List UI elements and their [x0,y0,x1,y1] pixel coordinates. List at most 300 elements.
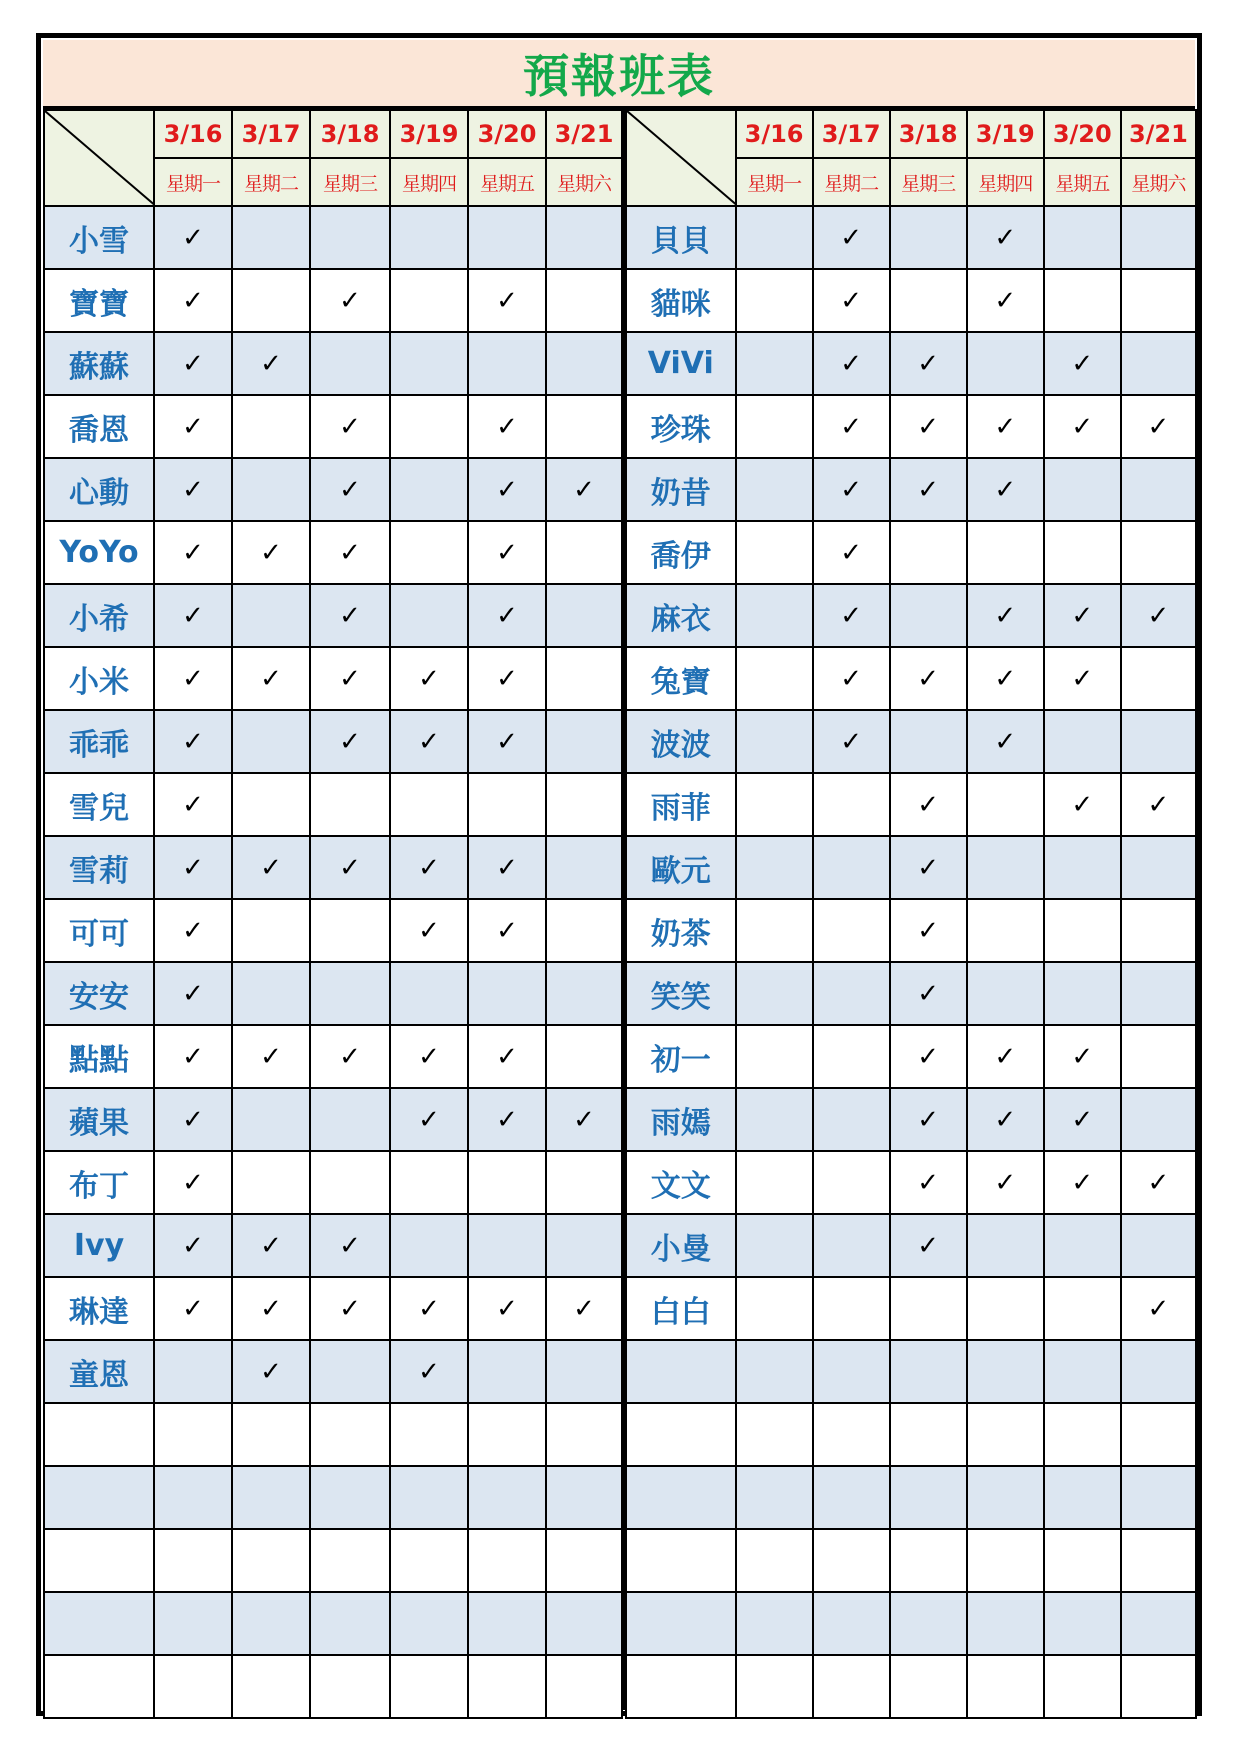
table-row [44,1277,622,1340]
empty-day-cell [1121,1403,1196,1466]
empty-day-cell [1121,647,1196,710]
check-mark-cell: ✓ [468,584,546,647]
check-mark-cell: ✓ [232,836,310,899]
empty-day-cell [546,1214,622,1277]
table-row [626,1025,1196,1088]
weekday-header: 星期四 [390,158,468,206]
empty-day-cell [390,1466,468,1529]
empty-day-cell [967,899,1044,962]
empty-day-cell [1121,1529,1196,1592]
table-row [44,710,622,773]
check-mark-cell: ✓ [310,1025,390,1088]
staff-name-cell [626,1403,736,1466]
check-mark-cell: ✓ [1044,1025,1121,1088]
empty-day-cell [232,206,310,269]
empty-day-cell [1044,899,1121,962]
empty-day-cell [967,962,1044,1025]
empty-day-cell [1121,962,1196,1025]
date-header: 3/18 [310,110,390,158]
check-mark-cell: ✓ [232,1277,310,1340]
date-header: 3/21 [546,110,622,158]
staff-name-cell: 小曼 [626,1214,736,1277]
table-row [44,1151,622,1214]
check-mark-cell: ✓ [890,962,967,1025]
table-row [626,521,1196,584]
empty-day-cell [232,962,310,1025]
empty-day-cell [310,1088,390,1151]
empty-day-cell [1121,521,1196,584]
empty-day-cell [1044,269,1121,332]
empty-day-cell [468,1403,546,1466]
table-row [44,1655,622,1718]
empty-day-cell [736,962,813,1025]
table-row [44,206,622,269]
table-row [626,206,1196,269]
check-mark-cell: ✓ [967,647,1044,710]
check-mark-cell: ✓ [154,836,232,899]
staff-name-cell: 蘇蘇 [44,332,154,395]
check-mark-cell: ✓ [468,710,546,773]
schedule-sheet [36,33,1202,1716]
check-mark-cell: ✓ [813,332,890,395]
diagonal-line-icon [627,111,736,206]
empty-day-cell [736,458,813,521]
staff-name-cell [626,1592,736,1655]
empty-day-cell [1121,1655,1196,1718]
empty-day-cell [1044,1466,1121,1529]
check-mark-cell: ✓ [154,206,232,269]
check-mark-cell: ✓ [890,836,967,899]
page-title: 預報班表 [43,40,1195,109]
empty-day-cell [890,1340,967,1403]
empty-day-cell [232,1466,310,1529]
empty-day-cell [468,773,546,836]
empty-day-cell [736,1466,813,1529]
empty-day-cell [468,1151,546,1214]
empty-day-cell [890,584,967,647]
empty-day-cell [1044,836,1121,899]
empty-day-cell [736,1655,813,1718]
empty-day-cell [1044,206,1121,269]
check-mark-cell: ✓ [967,1025,1044,1088]
check-mark-cell: ✓ [154,584,232,647]
empty-day-cell [546,395,622,458]
staff-name-cell: 兔寶 [626,647,736,710]
check-mark-cell: ✓ [1121,584,1196,647]
staff-name-cell: Ivy [44,1214,154,1277]
check-mark-cell: ✓ [232,1025,310,1088]
table-row [44,1340,622,1403]
empty-day-cell [736,269,813,332]
empty-day-cell [967,521,1044,584]
empty-day-cell [1121,1025,1196,1088]
empty-day-cell [890,1277,967,1340]
empty-day-cell [390,269,468,332]
corner-header-cell [626,110,736,206]
check-mark-cell: ✓ [390,1025,468,1088]
empty-day-cell [1044,710,1121,773]
empty-day-cell [468,1529,546,1592]
empty-day-cell [1121,332,1196,395]
empty-day-cell [890,1529,967,1592]
header-date-row [626,110,1196,158]
empty-day-cell [232,1151,310,1214]
table-row [44,899,622,962]
empty-day-cell [813,899,890,962]
check-mark-cell: ✓ [890,1025,967,1088]
empty-day-cell [813,1025,890,1088]
check-mark-cell: ✓ [310,395,390,458]
check-mark-cell: ✓ [1121,1151,1196,1214]
staff-name-cell: 點點 [44,1025,154,1088]
staff-name-cell: 心動 [44,458,154,521]
table-row [626,1214,1196,1277]
weekday-header: 星期三 [310,158,390,206]
check-mark-cell: ✓ [546,1088,622,1151]
weekday-header: 星期六 [546,158,622,206]
empty-day-cell [468,1214,546,1277]
check-mark-cell: ✓ [154,1214,232,1277]
weekday-header: 星期一 [736,158,813,206]
check-mark-cell: ✓ [390,1340,468,1403]
table-row [44,836,622,899]
check-mark-cell: ✓ [468,899,546,962]
table-row [44,1088,622,1151]
empty-day-cell [1121,1088,1196,1151]
empty-day-cell [736,1529,813,1592]
table-row [626,395,1196,458]
empty-day-cell [468,1466,546,1529]
table-row [626,773,1196,836]
empty-day-cell [390,1592,468,1655]
empty-day-cell [736,1151,813,1214]
table-row [626,584,1196,647]
schedule-table-left [43,109,623,1719]
check-mark-cell: ✓ [813,710,890,773]
weekday-header: 星期三 [890,158,967,206]
check-mark-cell: ✓ [890,1214,967,1277]
empty-day-cell [813,1088,890,1151]
empty-day-cell [813,1214,890,1277]
empty-day-cell [310,962,390,1025]
empty-day-cell [1121,710,1196,773]
weekday-header: 星期四 [967,158,1044,206]
check-mark-cell: ✓ [154,332,232,395]
table-row [626,1088,1196,1151]
weekday-header: 星期二 [232,158,310,206]
empty-day-cell [1044,962,1121,1025]
empty-day-cell [813,773,890,836]
staff-name-cell [626,1466,736,1529]
date-header: 3/20 [468,110,546,158]
date-header: 3/20 [1044,110,1121,158]
weekday-header: 星期一 [154,158,232,206]
check-mark-cell: ✓ [390,836,468,899]
staff-name-cell: 乖乖 [44,710,154,773]
empty-day-cell [546,1151,622,1214]
staff-name-cell: 貝貝 [626,206,736,269]
staff-name-cell [626,1655,736,1718]
table-row [626,1655,1196,1718]
staff-name-cell: 布丁 [44,1151,154,1214]
check-mark-cell: ✓ [1044,332,1121,395]
empty-day-cell [1044,1529,1121,1592]
check-mark-cell: ✓ [154,773,232,836]
empty-day-cell [1044,1277,1121,1340]
empty-day-cell [232,1529,310,1592]
empty-day-cell [736,1592,813,1655]
empty-day-cell [310,332,390,395]
empty-day-cell [1044,521,1121,584]
check-mark-cell: ✓ [390,899,468,962]
empty-day-cell [1044,1655,1121,1718]
staff-name-cell: 雪兒 [44,773,154,836]
check-mark-cell: ✓ [468,395,546,458]
staff-name-cell: ViVi [626,332,736,395]
table-row [626,1151,1196,1214]
empty-day-cell [232,773,310,836]
check-mark-cell: ✓ [232,1340,310,1403]
check-mark-cell: ✓ [967,1088,1044,1151]
staff-name-cell: 雨嫣 [626,1088,736,1151]
staff-name-cell [44,1592,154,1655]
date-header: 3/16 [154,110,232,158]
corner-header-cell [44,110,154,206]
empty-day-cell [546,1655,622,1718]
table-row [626,836,1196,899]
date-header: 3/19 [967,110,1044,158]
empty-day-cell [890,521,967,584]
check-mark-cell: ✓ [310,1277,390,1340]
check-mark-cell: ✓ [468,1025,546,1088]
check-mark-cell: ✓ [154,647,232,710]
empty-day-cell [390,584,468,647]
empty-day-cell [890,1466,967,1529]
empty-day-cell [468,206,546,269]
staff-name-cell: 奶茶 [626,899,736,962]
table-row [44,332,622,395]
empty-day-cell [736,1403,813,1466]
empty-day-cell [967,1340,1044,1403]
empty-day-cell [546,836,622,899]
staff-name-cell: 文文 [626,1151,736,1214]
check-mark-cell: ✓ [890,773,967,836]
check-mark-cell: ✓ [890,332,967,395]
weekday-header: 星期五 [1044,158,1121,206]
staff-name-cell: 雪莉 [44,836,154,899]
check-mark-cell: ✓ [310,710,390,773]
table-row [626,647,1196,710]
check-mark-cell: ✓ [154,458,232,521]
empty-day-cell [154,1655,232,1718]
empty-day-cell [736,584,813,647]
check-mark-cell: ✓ [967,395,1044,458]
table-row [44,395,622,458]
empty-day-cell [390,521,468,584]
empty-day-cell [546,962,622,1025]
empty-day-cell [546,899,622,962]
check-mark-cell: ✓ [390,1277,468,1340]
table-row [626,962,1196,1025]
staff-name-cell: 奶昔 [626,458,736,521]
check-mark-cell: ✓ [154,1151,232,1214]
check-mark-cell: ✓ [1044,395,1121,458]
empty-day-cell [390,1529,468,1592]
empty-day-cell [1044,1403,1121,1466]
table-row [44,1214,622,1277]
empty-day-cell [890,269,967,332]
empty-day-cell [1121,1214,1196,1277]
check-mark-cell: ✓ [546,1277,622,1340]
staff-name-cell: 麻衣 [626,584,736,647]
check-mark-cell: ✓ [390,647,468,710]
check-mark-cell: ✓ [813,584,890,647]
table-row [626,1277,1196,1340]
staff-name-cell: 笑笑 [626,962,736,1025]
empty-day-cell [390,458,468,521]
check-mark-cell: ✓ [890,1088,967,1151]
empty-day-cell [736,647,813,710]
empty-day-cell [154,1466,232,1529]
staff-name-cell: 安安 [44,962,154,1025]
check-mark-cell: ✓ [310,584,390,647]
table-row [626,1340,1196,1403]
empty-day-cell [310,1655,390,1718]
empty-day-cell [546,269,622,332]
empty-day-cell [232,1655,310,1718]
empty-day-cell [1121,206,1196,269]
empty-day-cell [546,332,622,395]
empty-day-cell [813,1466,890,1529]
check-mark-cell: ✓ [154,1088,232,1151]
empty-day-cell [310,773,390,836]
staff-name-cell [44,1655,154,1718]
check-mark-cell: ✓ [232,647,310,710]
check-mark-cell: ✓ [154,962,232,1025]
check-mark-cell: ✓ [967,584,1044,647]
check-mark-cell: ✓ [310,521,390,584]
empty-day-cell [967,773,1044,836]
empty-day-cell [736,773,813,836]
table-row [44,962,622,1025]
empty-day-cell [310,1151,390,1214]
empty-day-cell [890,206,967,269]
check-mark-cell: ✓ [546,458,622,521]
check-mark-cell: ✓ [310,458,390,521]
empty-day-cell [546,521,622,584]
staff-name-cell [626,1340,736,1403]
table-row [626,269,1196,332]
check-mark-cell: ✓ [154,899,232,962]
check-mark-cell: ✓ [813,395,890,458]
check-mark-cell: ✓ [310,1214,390,1277]
check-mark-cell: ✓ [1044,647,1121,710]
check-mark-cell: ✓ [813,206,890,269]
empty-day-cell [1121,458,1196,521]
staff-name-cell [44,1529,154,1592]
table-row [44,1592,622,1655]
empty-day-cell [232,1088,310,1151]
staff-name-cell: 童恩 [44,1340,154,1403]
staff-name-cell: 波波 [626,710,736,773]
table-row [44,1466,622,1529]
empty-day-cell [813,1403,890,1466]
empty-day-cell [736,206,813,269]
empty-day-cell [1044,458,1121,521]
empty-day-cell [1121,836,1196,899]
check-mark-cell: ✓ [232,332,310,395]
date-header: 3/17 [813,110,890,158]
empty-day-cell [813,1655,890,1718]
empty-day-cell [390,206,468,269]
check-mark-cell: ✓ [1121,395,1196,458]
table-row [44,1529,622,1592]
empty-day-cell [736,899,813,962]
date-header: 3/18 [890,110,967,158]
empty-day-cell [967,1466,1044,1529]
check-mark-cell: ✓ [1044,773,1121,836]
empty-day-cell [232,269,310,332]
check-mark-cell: ✓ [813,458,890,521]
empty-day-cell [967,836,1044,899]
schedule-table-right [625,109,1197,1719]
table-row [44,647,622,710]
empty-day-cell [1044,1214,1121,1277]
date-header: 3/21 [1121,110,1196,158]
empty-day-cell [546,1403,622,1466]
check-mark-cell: ✓ [813,647,890,710]
empty-day-cell [546,1025,622,1088]
empty-day-cell [546,1529,622,1592]
empty-day-cell [232,710,310,773]
staff-name-cell [44,1466,154,1529]
table-row [626,710,1196,773]
staff-name-cell: 喬恩 [44,395,154,458]
empty-day-cell [546,773,622,836]
check-mark-cell: ✓ [967,458,1044,521]
check-mark-cell: ✓ [967,269,1044,332]
table-row [44,1025,622,1088]
check-mark-cell: ✓ [967,206,1044,269]
empty-day-cell [1044,1340,1121,1403]
check-mark-cell: ✓ [468,521,546,584]
empty-day-cell [232,395,310,458]
empty-day-cell [232,899,310,962]
table-row [44,584,622,647]
check-mark-cell: ✓ [1044,584,1121,647]
staff-name-cell: 小米 [44,647,154,710]
check-mark-cell: ✓ [468,647,546,710]
empty-day-cell [390,962,468,1025]
check-mark-cell: ✓ [890,899,967,962]
empty-day-cell [154,1529,232,1592]
table-row [44,269,622,332]
empty-day-cell [546,1466,622,1529]
empty-day-cell [310,1529,390,1592]
check-mark-cell: ✓ [1121,773,1196,836]
empty-day-cell [736,836,813,899]
empty-day-cell [1121,269,1196,332]
staff-name-cell: 蘋果 [44,1088,154,1151]
empty-day-cell [390,1214,468,1277]
check-mark-cell: ✓ [1044,1151,1121,1214]
empty-day-cell [736,1088,813,1151]
check-mark-cell: ✓ [154,521,232,584]
empty-day-cell [390,1655,468,1718]
check-mark-cell: ✓ [468,1088,546,1151]
staff-name-cell: 珍珠 [626,395,736,458]
empty-day-cell [390,332,468,395]
